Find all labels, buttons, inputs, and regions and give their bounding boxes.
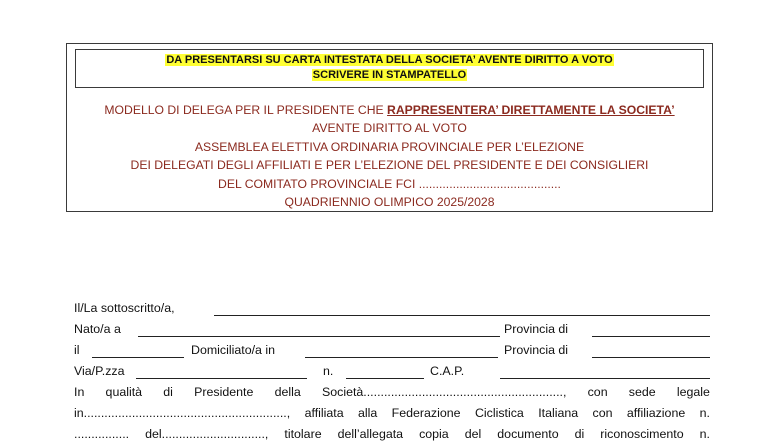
- domicile-provincia-field[interactable]: [592, 357, 710, 358]
- title-line-6: QUADRIENNIO OLIMPICO 2025/2028: [284, 195, 495, 210]
- word: Italiana: [538, 406, 579, 420]
- form-row-domicile: [74, 343, 710, 364]
- provincia-label-2: Provincia di: [504, 343, 569, 357]
- word: Federazione: [391, 406, 461, 420]
- word: Ciclistica: [474, 406, 524, 420]
- word: In: [74, 385, 85, 399]
- notice-box: [75, 49, 704, 88]
- word: Presidente: [194, 385, 254, 399]
- form-row-address: [74, 364, 710, 385]
- word: della: [274, 385, 301, 399]
- domicile-field[interactable]: [305, 357, 498, 358]
- cap-label: C.A.P.: [430, 364, 465, 378]
- word: con: [587, 385, 608, 399]
- birthdate-field[interactable]: [92, 357, 184, 358]
- birthplace-field[interactable]: [138, 336, 500, 337]
- header-box: [66, 43, 713, 212]
- form-row-document: [74, 427, 710, 448]
- title-line-4: DEI DELEGATI DEGLI AFFILIATI E PER L’ELEZIONE DEL PRESIDENTE E DEI CONSIGLIERI: [130, 158, 649, 173]
- sottoscritto-label: Il/La sottoscritto/a,: [74, 301, 175, 315]
- via-label: Via/P.zza: [74, 364, 125, 378]
- form-row-president: [74, 385, 710, 406]
- word: con: [592, 406, 613, 420]
- title-line-3: ASSEMBLEA ELETTIVA ORDINARIA PROVINCIALE PER L’ELEZIONE: [194, 139, 585, 154]
- notice-line-1: DA PRESENTARSI SU CARTA INTESTATA DELLA SOCIETA’ AVENTE DIRITTO A VOTO: [166, 54, 613, 66]
- title-line-5: DEL COMITATO PROVINCIALE FCI ..........................................: [218, 176, 561, 191]
- title-line-1-prefix: MODELLO DI DELEGA PER IL PRESIDENTE CHE: [104, 103, 388, 117]
- word: titolare: [284, 427, 322, 441]
- title-line-2: AVENTE DIRITTO AL VOTO: [312, 121, 467, 136]
- name-field[interactable]: [214, 315, 710, 316]
- title-line-1: [67, 101, 712, 119]
- word: alla: [358, 406, 378, 420]
- form-row-name: [74, 301, 710, 322]
- word: di: [574, 427, 585, 441]
- word: documento: [497, 427, 559, 441]
- title-line-1-strong: RAPPRESENTERA’ DIRETTAMENTE LA SOCIETA’: [387, 103, 675, 117]
- notice-line-2: SCRIVERE IN STAMPATELLO: [312, 69, 467, 81]
- form-row-birth: [74, 322, 710, 343]
- affiliation-number-field[interactable]: ................: [74, 427, 130, 441]
- form-row-affiliation: [74, 406, 710, 427]
- title-block: [67, 101, 712, 211]
- word: riconoscimento: [600, 427, 684, 441]
- word: copia: [419, 427, 449, 441]
- il-label: il: [74, 343, 80, 357]
- word: dell’allegata: [337, 427, 404, 441]
- word: legale: [676, 385, 710, 399]
- word: sede: [628, 385, 656, 399]
- affiliation-date-field[interactable]: del..............................,: [145, 427, 269, 441]
- nato-label: Nato/a a: [74, 322, 121, 336]
- word: affiliata: [304, 406, 344, 420]
- number-label: n.: [323, 364, 334, 378]
- word: n.: [699, 406, 710, 420]
- street-number-field[interactable]: [346, 378, 424, 379]
- domiciliato-label: Domiciliato/a in: [191, 343, 276, 357]
- legal-seat-field[interactable]: in...........................................................,: [74, 406, 291, 420]
- word: affiliazione: [626, 406, 686, 420]
- word: n.: [699, 427, 710, 441]
- word: del: [464, 427, 482, 441]
- word: di: [163, 385, 173, 399]
- street-field[interactable]: [136, 378, 307, 379]
- birth-provincia-field[interactable]: [592, 336, 710, 337]
- cap-field[interactable]: [500, 378, 710, 379]
- provincia-label-1: Provincia di: [504, 322, 569, 336]
- word: qualità: [105, 385, 143, 399]
- delegation-form: [74, 301, 710, 448]
- society-field[interactable]: Società..........................................................,: [321, 385, 567, 399]
